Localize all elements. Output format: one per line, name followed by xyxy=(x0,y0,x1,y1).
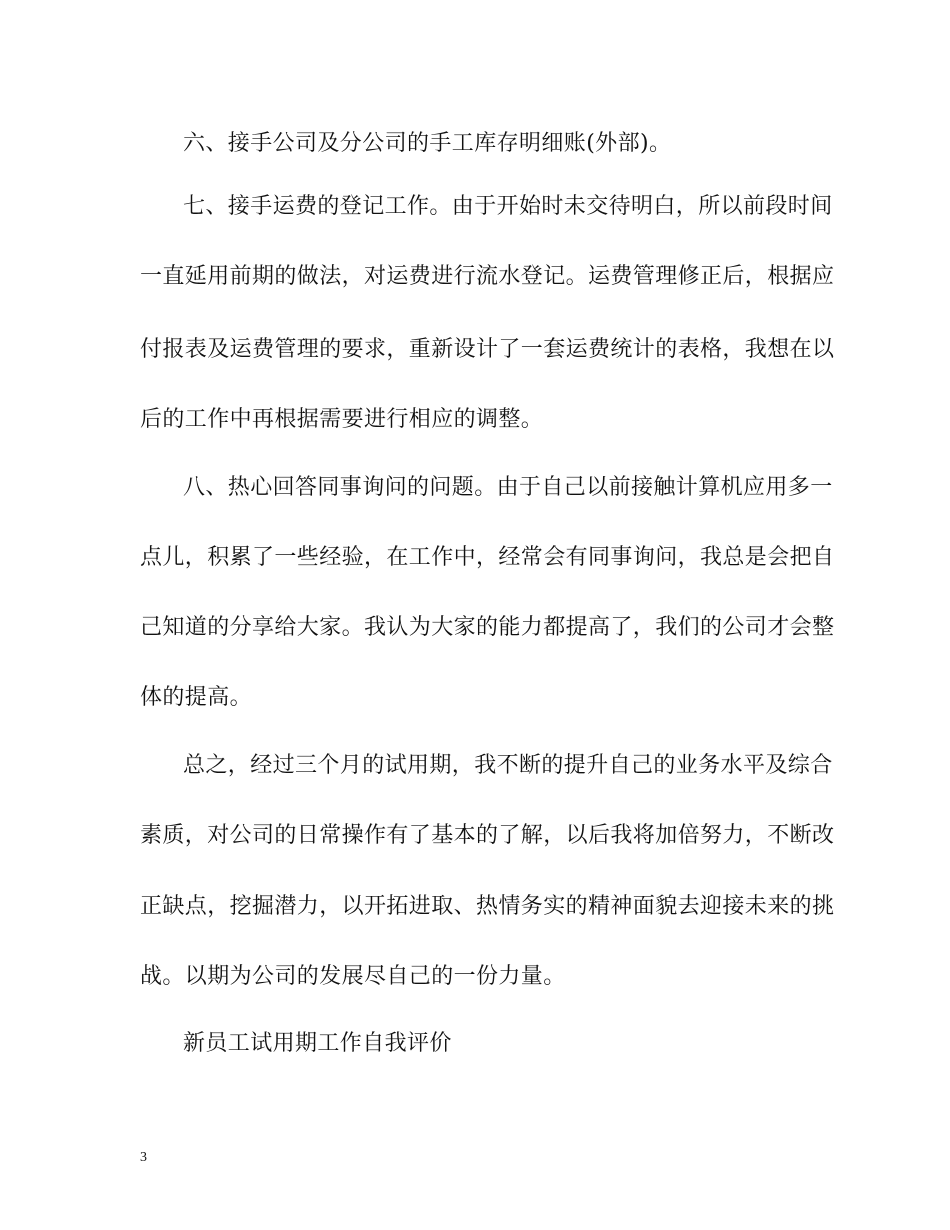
paragraph-line: 八、热心回答同事询问的问题。由于自己以前接触计算机应用多一 xyxy=(183,475,833,500)
paragraph-line: 己知道的分享给大家。我认为大家的能力都提高了，我们的公司才会整 xyxy=(140,615,835,640)
section-heading: 新员工试用期工作自我评价 xyxy=(183,1031,452,1056)
paragraph-line: 七、接手运费的登记工作。由于开始时未交待明白，所以前段时间 xyxy=(183,194,833,219)
paragraph-line: 正缺点，挖掘潜力，以开拓进取、热情务实的精神面貌去迎接未来的挑 xyxy=(140,894,835,919)
paragraph-line: 一直延用前期的做法，对运费进行流水登记。运费管理修正后，根据应 xyxy=(140,264,835,289)
paragraph-line: 战。以期为公司的发展尽自己的一份力量。 xyxy=(140,964,566,989)
paragraph-line: 点儿，积累了一些经验，在工作中，经常会有同事询问，我总是会把自 xyxy=(140,545,835,570)
paragraph-line: 六、接手公司及分公司的手工库存明细账(外部)。 xyxy=(183,131,672,156)
paragraph-line: 付报表及运费管理的要求，重新设计了一套运费统计的表格，我想在以 xyxy=(140,337,835,362)
page-number: 3 xyxy=(140,1150,147,1165)
paragraph-line: 体的提高。 xyxy=(140,685,253,710)
paragraph-line: 总之，经过三个月的试用期，我不断的提升自己的业务水平及综合 xyxy=(183,753,833,778)
paragraph-line: 素质，对公司的日常操作有了基本的了解，以后我将加倍努力，不断改 xyxy=(140,823,835,848)
paragraph-line: 后的工作中再根据需要进行相应的调整。 xyxy=(140,407,544,432)
